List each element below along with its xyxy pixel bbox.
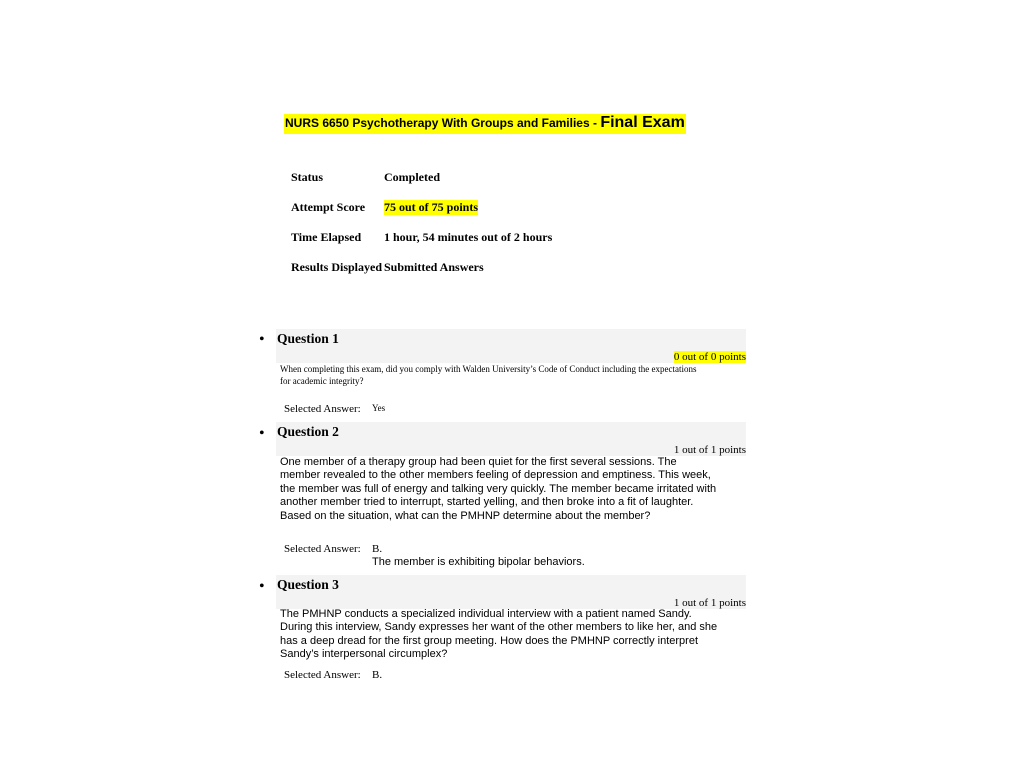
question-title: Question 1 — [277, 331, 339, 346]
selected-answer-text: The member is exhibiting bipolar behaviors. — [372, 556, 585, 568]
exam-final-label: Final Exam — [600, 114, 685, 131]
exam-title — [284, 114, 686, 134]
results-value: Submitted Answers — [384, 260, 484, 274]
selected-answer-label: Selected Answer: — [284, 403, 361, 415]
results-label: Results Displayed — [291, 260, 383, 274]
question-header — [276, 575, 746, 609]
question-header — [276, 422, 746, 456]
selected-answer-label: Selected Answer: — [284, 543, 361, 555]
selected-answer-value: Yes — [372, 403, 386, 413]
time-label: Time Elapsed — [291, 230, 362, 244]
selected-answer-label: Selected Answer: — [284, 669, 361, 681]
question-title: Question 3 — [277, 577, 339, 592]
bullet-icon: • — [259, 331, 265, 348]
question-header — [276, 329, 746, 363]
bullet-icon: • — [259, 425, 265, 442]
score-value: 75 out of 75 points — [384, 200, 479, 214]
exam-course-title: NURS 6650 Psychotherapy With Groups and Families - — [285, 116, 601, 130]
selected-answer-value: B. — [372, 543, 383, 555]
question-points: 1 out of 1 points — [673, 444, 746, 456]
status-label: Status — [291, 170, 324, 184]
status-value: Completed — [384, 170, 440, 184]
question-points: 1 out of 1 points — [673, 597, 746, 609]
bullet-icon: • — [259, 578, 265, 595]
question-text: The PMHNP conducts a specialized individual interview with a patient named Sandy. During this interview, Sandy expresses her want of the other members to like her, and she has a deep dread for the first group meeting. How does the PMHNP correctly interpret Sandy’s interpersonal circumplex? — [280, 608, 718, 661]
time-value: 1 hour, 54 minutes out of 2 hours — [384, 230, 553, 244]
question-points: 0 out of 0 points — [673, 351, 746, 363]
question-text: One member of a therapy group had been quiet for the first several sessions. The member revealed to the other members feeling of depression and emptiness. This week, the member was full of energy and talking very quickly. The member became irritated with another member tried to interrupt, started yelling, and then broke into a fit of laughter. Based on the situation, what can the PMHNP determine about the member? — [280, 456, 717, 522]
selected-answer-value: B. — [372, 669, 383, 681]
score-label: Attempt Score — [291, 200, 366, 214]
question-text: When completing this exam, did you comply with Walden University’s Code of Conduct including the expectations for academic integrity? — [280, 364, 697, 386]
question-title: Question 2 — [277, 424, 339, 439]
